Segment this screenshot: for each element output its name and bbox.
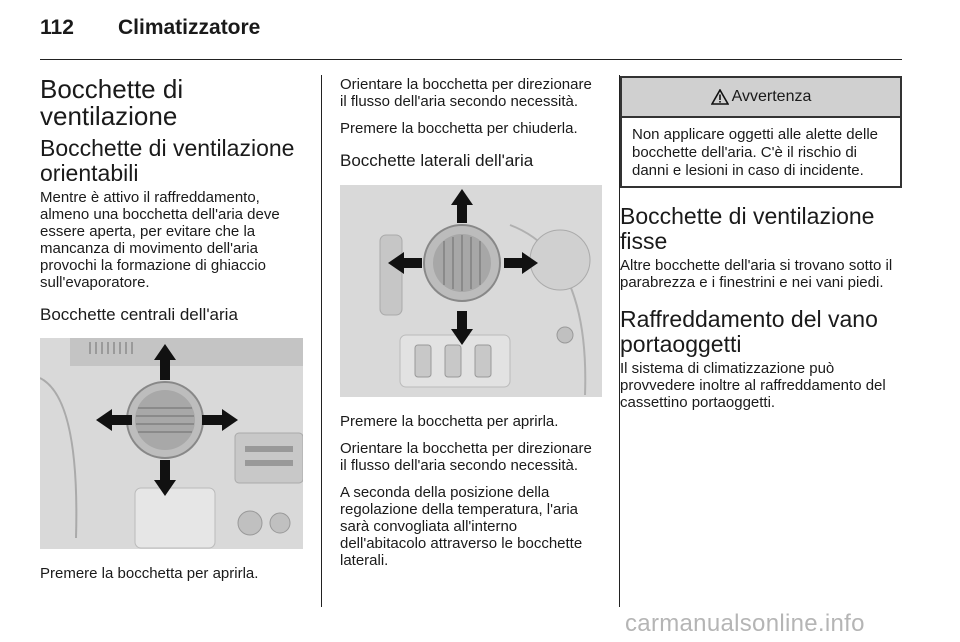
warning-box — [620, 76, 902, 188]
warning-text: Non applicare oggetti alle alette delle bocchette dell'aria. C'è il rischio di danni e lesioni in caso di incidente. — [632, 126, 878, 179]
column-3 — [620, 76, 902, 421]
orient-paragraph: Orientare la bocchetta per direzionare il flusso dell'aria secondo necessità. — [340, 76, 592, 110]
side-open-paragraph: Premere la bocchetta per aprirla. — [340, 413, 559, 430]
watermark: carmanualsonline.info — [625, 610, 865, 637]
fixed-vents-heading: Bocchette di ventilazione fisse — [620, 203, 875, 254]
central-vent-caption: Premere la bocchetta per aprirla. — [40, 565, 259, 582]
column-1 — [40, 76, 304, 592]
column-2 — [340, 76, 602, 579]
warning-triangle-icon — [711, 89, 729, 105]
side-vent-illustration — [340, 185, 602, 397]
fixed-vents-paragraph: Altre bocchette dell'aria si trovano sotto il parabrezza e i finestrini e nei vani piedi. — [620, 257, 893, 291]
central-vent-illustration — [40, 338, 303, 549]
glovebox-paragraph: Il sistema di climatizzazione può provvedere inoltre al raffreddamento del cassettino portaoggetti. — [620, 360, 886, 411]
page-number: 112 — [40, 16, 74, 39]
side-vents-heading: Bocchette laterali dell'aria — [340, 151, 534, 170]
section-title: Climatizzatore — [118, 16, 261, 39]
warning-header — [622, 78, 900, 118]
intro-paragraph: Mentre è attivo il raffreddamento, almeno una bocchetta dell'aria deve essere aperta, per evitare che la mancanza di movimento dell'aria provochi la formazione di ghiaccio sull'evaporatore. — [40, 189, 280, 291]
temperature-paragraph: A seconda della posizione della regolazione della temperatura, l'aria sarà convogliata all'interno dell'abitacolo attraverso le bocchette laterali. — [340, 484, 583, 569]
column-divider-1 — [321, 75, 322, 607]
central-vents-heading: Bocchette centrali dell'aria — [40, 305, 238, 324]
side-orient-paragraph: Orientare la bocchetta per direzionare il flusso dell'aria secondo necessità. — [340, 440, 592, 474]
main-heading: Bocchette di ventilazione — [40, 74, 184, 131]
header-rule — [40, 59, 902, 60]
adjustable-vents-heading: Bocchette di ventilazione orientabili — [40, 135, 295, 186]
glovebox-heading: Raffreddamento del vano portaoggetti — [620, 306, 878, 357]
close-paragraph: Premere la bocchetta per chiuderla. — [340, 120, 578, 137]
warning-title: Avvertenza — [731, 88, 812, 105]
